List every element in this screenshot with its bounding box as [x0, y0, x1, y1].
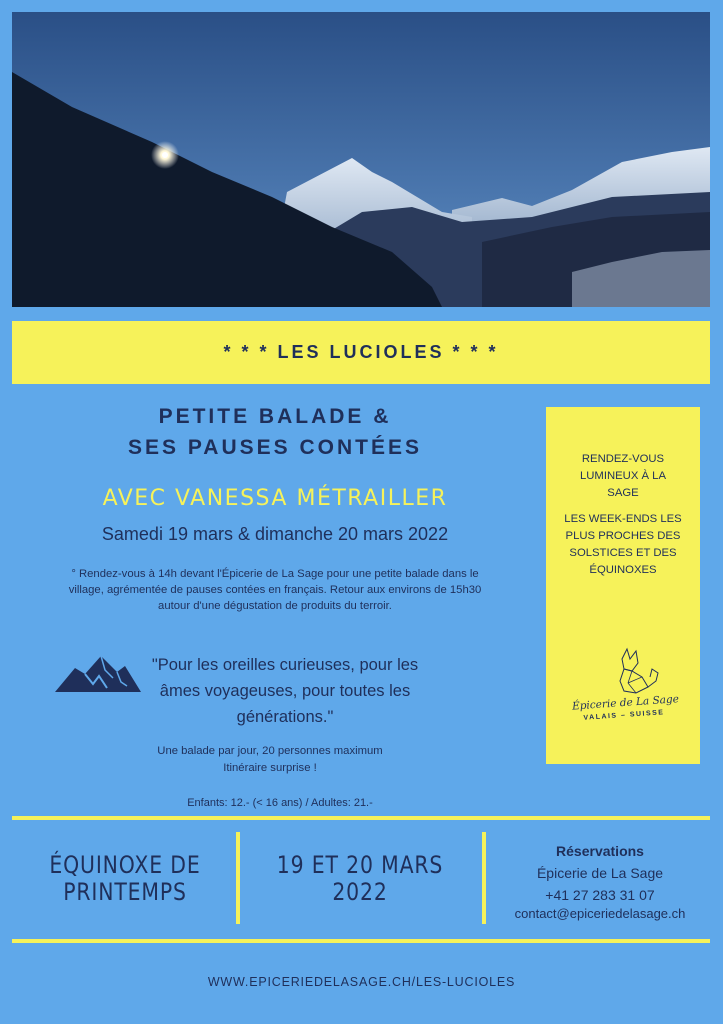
- reservations-label: Réservations: [556, 843, 644, 859]
- info-line2: Itinéraire surprise !: [223, 762, 317, 774]
- season-label: ÉQUINOXE DE PRINTEMPS: [49, 851, 201, 906]
- divider-bottom: [12, 939, 710, 943]
- fox-icon: [572, 647, 676, 697]
- logo-region: VALAIS – SUISSE: [583, 709, 665, 722]
- sidebar-block2: LES WEEK-ENDS LES PLUS PROCHES DES SOLSTICES ET DES ÉQUINOXES: [564, 513, 682, 576]
- website-link[interactable]: WWW.EPICERIEDELASAGE.CH/LES-LUCIOLES: [207, 975, 516, 989]
- title-banner: [12, 321, 710, 384]
- event-title-line2: SES PAUSES CONTÉES: [127, 436, 422, 459]
- logo-name: Épicerie de La Sage: [571, 693, 680, 713]
- shop-name: Épicerie de La Sage: [536, 865, 664, 881]
- event-dates: Samedi 19 mars & dimanche 20 mars 2022: [101, 524, 449, 544]
- divider-top: [12, 816, 710, 820]
- divider-vertical-1: [236, 832, 240, 924]
- event-quote: "Pour les oreilles curieuses, pour les âmes voyageuses, pour toutes les générations.": [151, 656, 419, 726]
- event-date-label: 19 ET 20 MARS 2022: [276, 851, 444, 906]
- phone-number[interactable]: +41 27 283 31 07: [545, 887, 655, 903]
- prices: Enfants: 12.- (< 16 ans) / Adultes: 21.-: [187, 797, 373, 809]
- mountain-photo: [12, 12, 710, 307]
- shop-logo: [571, 647, 680, 732]
- sidebar-block1: RENDEZ-VOUS LUMINEUX À LA SAGE: [579, 453, 666, 499]
- banner-title: * * * LES LUCIOLES * * *: [223, 342, 499, 362]
- event-description: ° Rendez-vous à 14h devant l'Épicerie de La Sage pour une petite balade dans le village, agrémentée de pauses contées en français. Retour aux environs de 15h30 autour d'une dégustation de produits du terroir.: [68, 568, 482, 612]
- sidebar-panel: [546, 407, 700, 764]
- email-link[interactable]: contact@epiceriedelasage.ch: [514, 906, 686, 921]
- mountain-icon: [55, 654, 141, 694]
- event-host: AVEC VANESSA MÉTRAILLER: [102, 486, 448, 511]
- divider-vertical-2: [482, 832, 486, 924]
- event-title-line1: PETITE BALADE &: [158, 405, 392, 428]
- info-line1: Une balade par jour, 20 personnes maximum: [157, 745, 383, 757]
